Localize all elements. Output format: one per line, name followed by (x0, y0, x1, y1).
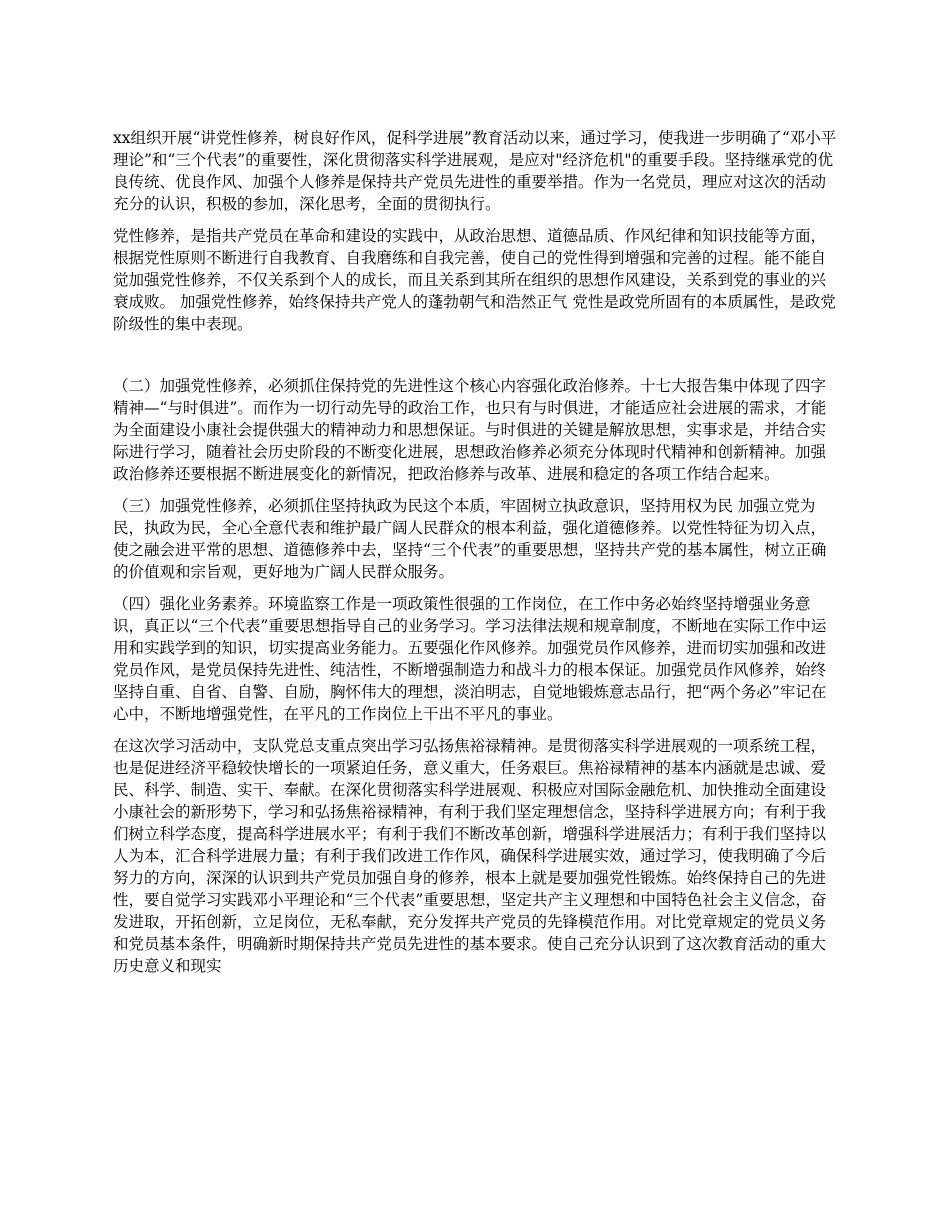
paragraph-intro: xx组织开展“讲党性修养，树良好作风，促科学进展”教育活动以来，通过学习，使我进一步明确了“邓小平理论”和“三个代表”的重要性，深化贯彻落实科学进展观，是应对"经济危机"的重要手段。坚持继承党的优良传统、优良作风、加强个人修养是保持共产党员先进性的重要举措。作为一名党员，理应对这次的活动充分的认识，积极的参加，深化思考，全面的贯彻执行。 (113, 129, 837, 213)
paragraph-jiao-yulu: 在这次学习活动中，支队党总支重点突出学习弘扬焦裕禄精神。是贯彻落实科学进展观的一项系统工程，也是促进经济平稳较快增长的一项紧迫任务，意义重大，任务艰巨。焦裕禄精神的基本内涵就是忠诚、爱民、科学、制造、实干、奉献。在深化贯彻落实科学进展观、积极应对国际金融危机、加快推动全面建设小康社会的新形势下，学习和弘扬焦裕禄精神，有利于我们坚定理想信念，坚持科学进展方向；有利于我们树立科学态度，提高科学进展水平；有利于我们不断改革创新，增强科学进展活力；有利于我们坚持以人为本，汇合科学进展力量；有利于我们改进工作作风，确保科学进展实效，通过学习，使我明确了今后努力的方向，深深的认识到共产党员加强自身的修养，根本上就是要加强党性锻炼。始终保持自己的先进性，要自觉学习实践邓小平理论和“三个代表”重要思想，坚定共产主义理想和中国特色社会主义信念，奋发进取，开拓创新，立足岗位，无私奉献，充分发挥共产党员的先锋模范作用。对比党章规定的党员义务和党员基本条件，明确新时期保持共产党员先进性的基本要求。使自己充分认识到了这次教育活动的重大历史意义和现实 (113, 737, 827, 975)
paragraph-section-two: （二）加强党性修养，必须抓住保持党的先进性这个核心内容强化政治修养。十七大报告集中体现了四字精神—“与时俱进”。而作为一切行动先导的政治工作，也只有与时俱进，才能适应社会进展的需求，才能为全面建设小康社会提供强大的精神动力和思想保证。与时俱进的关键是解放思想，实事求是，并结合实际进行学习，随着社会历史阶段的不断变化进展，思想政治修养必须充分体现时代精神和创新精神。加强政治修养还要根据不断进展变化的新情况，把政治修养与改革、进展和稳定的各项工作结合起来。 (113, 377, 827, 483)
paragraph-section-three: （三）加强党性修养，必须抓住坚持执政为民这个本质，牢固树立执政意识，坚持用权为民 加强立党为民，执政为民，全心全意代表和维护最广阔人民群众的根本利益，强化道德修养。以党性特征为切入点，使之融会进平常的思想、道德修养中去，坚持“三个代表”的重要思想，坚持共产党的基本属性，树立正确的价值观和宗旨观，更好地为广阔人民群众服务。 (113, 497, 827, 581)
document-body (113, 127, 841, 987)
paragraph-section-four: （四）强化业务素养。环境监察工作是一项政策性很强的工作岗位，在工作中务必始终坚持增强业务意识，真正以“三个代表”重要思想指导自己的业务学习。学习法律法规和规章制度，不断地在实际工作中运用和实践学到的知识，切实提高业务能力。五要强化作风修养。加强党员作风修养，进而切实加强和改进党员作风，是党员保持先进性、纯洁性，不断增强制造力和战斗力的根本保证。加强党员作风修养，始终坚持自重、自省、自警、自励，胸怀伟大的理想，淡泊明志，自觉地锻炼意志品行，把“两个务必”牢记在心中，不断地增强党性，在平凡的工作岗位上干出不平凡的事业。 (113, 595, 827, 723)
paragraph-party-spirit: 党性修养，是指共产党员在革命和建设的实践中，从政治思想、道德品质、作风纪律和知识技能等方面，根据党性原则不断进行自我教育、自我磨练和自我完善，使自己的党性得到增强和完善的过程。能不能自觉加强党性修养，不仅关系到个人的成长，而且关系到其所在组织的思想作风建设，关系到党的事业的兴衰成败。 加强党性修养，始终保持共产党人的蓬勃朝气和浩然正气 党性是政党所固有的本质属性，是政党阶级性的集中表现。 (113, 227, 836, 333)
